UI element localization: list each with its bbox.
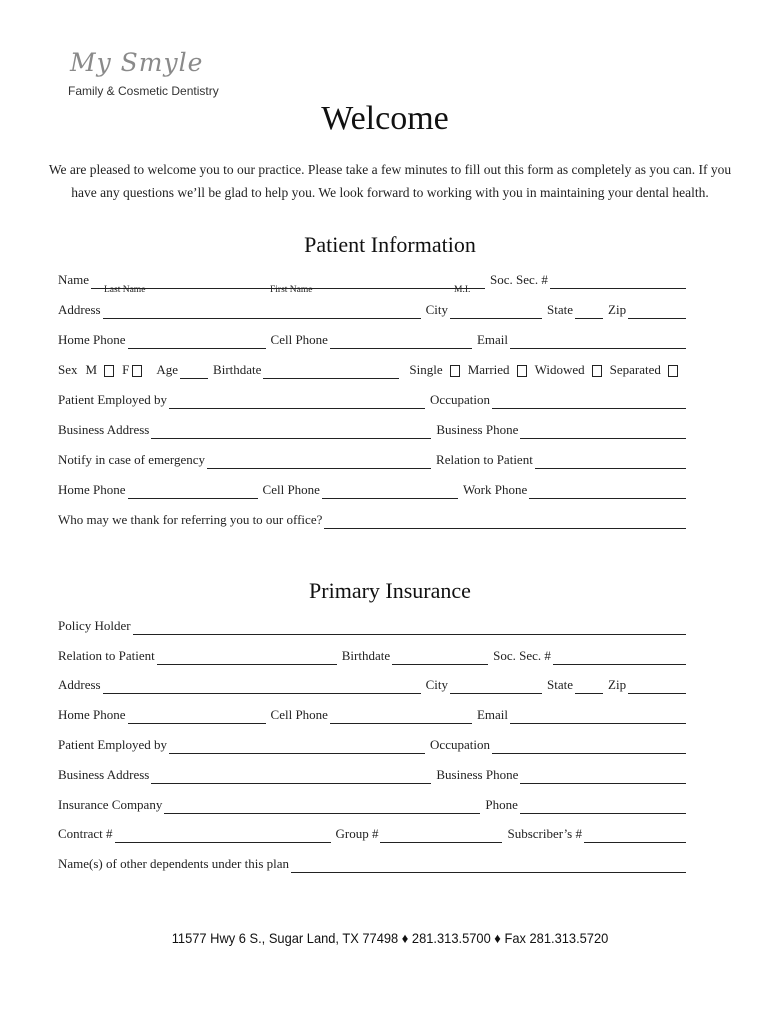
ins-zip-field[interactable]: [628, 679, 686, 694]
business-address-label: Business Address: [58, 422, 150, 437]
city-field[interactable]: [450, 304, 542, 319]
emergency-cell-phone-label: Cell Phone: [262, 482, 320, 497]
separated-checkbox[interactable]: [668, 365, 678, 377]
birthdate-field[interactable]: [263, 364, 399, 379]
ins-address-field[interactable]: [103, 679, 421, 694]
footer-contact: 11577 Hwy 6 S., Sugar Land, TX 77498 ♦ 281.313.5700 ♦ Fax 281.313.5720: [171, 930, 609, 946]
ins-zip-label: Zip: [608, 677, 627, 692]
ins-birthdate-label: Birthdate: [341, 648, 391, 663]
mi-caption: M.I.: [454, 285, 471, 295]
business-phone-label: Business Phone: [436, 422, 519, 437]
subscriber-label: Subscriber’s #: [507, 826, 582, 841]
email-label: Email: [476, 332, 508, 347]
name-row: [58, 271, 686, 289]
logo-subtitle: Family & Cosmetic Dentistry: [68, 84, 219, 98]
zip-label: Zip: [608, 302, 627, 317]
emergency-row: [58, 451, 686, 469]
sex-label: Sex: [58, 362, 78, 377]
name-label: Name: [58, 272, 90, 287]
married-label: Married: [467, 362, 510, 377]
emergency-cell-phone-field[interactable]: [322, 484, 458, 499]
home-phone-label: Home Phone: [58, 332, 126, 347]
employment-row: [58, 391, 686, 409]
occupation-field[interactable]: [492, 394, 686, 409]
group-label: Group #: [335, 826, 379, 841]
business-address-field[interactable]: [151, 424, 431, 439]
ssn-field[interactable]: [550, 274, 686, 289]
ins-email-label: Email: [476, 707, 508, 722]
ins-occupation-field[interactable]: [492, 739, 686, 754]
email-field[interactable]: [510, 334, 686, 349]
age-label: Age: [156, 362, 179, 377]
address-row: [58, 301, 686, 319]
ins-birthdate-field[interactable]: [392, 650, 488, 665]
ins-state-label: State: [547, 677, 574, 692]
ins-email-field[interactable]: [510, 709, 686, 724]
referral-label: Who may we thank for referring you to our office?: [58, 512, 323, 527]
notify-field[interactable]: [207, 454, 431, 469]
ins-relation-label: Relation to Patient: [58, 648, 155, 663]
cell-phone-field[interactable]: [330, 334, 472, 349]
male-checkbox[interactable]: [104, 365, 114, 377]
logo-script-text: My Smyle: [70, 48, 204, 77]
intro-paragraph: We are pleased to welcome you to our practice. Please take a few minutes to fill out this form as completely as you can. If you have any questions we’ll be glad to help you. We look forward to working with you in maintaining your dental health.: [48, 162, 732, 200]
insured-relation-row: [58, 647, 686, 665]
ins-business-address-field[interactable]: [151, 769, 431, 784]
ins-occupation-label: Occupation: [430, 737, 490, 752]
contract-row: [58, 825, 686, 843]
page-title: Welcome: [321, 100, 449, 137]
patient-information-heading: Patient Information: [304, 232, 476, 257]
work-phone-label: Work Phone: [462, 482, 528, 497]
ins-phone-row: [58, 706, 686, 724]
address-label: Address: [58, 302, 101, 317]
referral-row: [58, 511, 686, 529]
city-label: City: [425, 302, 449, 317]
first-name-caption: First Name: [270, 285, 313, 295]
relation-label: Relation to Patient: [436, 452, 533, 467]
ins-business-phone-label: Business Phone: [436, 767, 519, 782]
phone-row: [58, 331, 686, 349]
business-row: [58, 421, 686, 439]
practice-logo: [62, 48, 222, 100]
referral-field[interactable]: [324, 514, 686, 529]
insurance-company-label: Insurance Company: [58, 797, 163, 812]
single-checkbox[interactable]: [450, 365, 460, 377]
ins-home-phone-field[interactable]: [128, 709, 266, 724]
ins-city-label: City: [425, 677, 449, 692]
ins-state-field[interactable]: [575, 679, 603, 694]
business-phone-field[interactable]: [520, 424, 686, 439]
occupation-label: Occupation: [430, 392, 490, 407]
group-field[interactable]: [380, 828, 502, 843]
primary-insurance-heading: Primary Insurance: [309, 578, 471, 603]
ssn-label: Soc. Sec. #: [490, 272, 548, 287]
insurance-phone-field[interactable]: [520, 799, 686, 814]
single-label: Single: [409, 362, 443, 377]
emergency-home-phone-label: Home Phone: [58, 482, 126, 497]
cell-phone-label: Cell Phone: [270, 332, 328, 347]
ins-cell-phone-label: Cell Phone: [270, 707, 328, 722]
ins-business-row: [58, 766, 686, 784]
ins-ssn-field[interactable]: [553, 650, 686, 665]
last-name-caption: Last Name: [104, 285, 146, 295]
widowed-checkbox[interactable]: [592, 365, 602, 377]
work-phone-field[interactable]: [529, 484, 686, 499]
home-phone-field[interactable]: [128, 334, 266, 349]
birthdate-label: Birthdate: [213, 362, 262, 377]
emergency-home-phone-field[interactable]: [128, 484, 258, 499]
ins-address-label: Address: [58, 677, 101, 692]
ins-city-field[interactable]: [450, 679, 542, 694]
male-label: M: [85, 362, 98, 377]
married-checkbox[interactable]: [517, 365, 527, 377]
ins-employed-by-field[interactable]: [169, 739, 425, 754]
insurance-company-row: [58, 796, 686, 814]
dependents-row: [58, 855, 686, 873]
ins-employed-by-label: Patient Employed by: [58, 737, 168, 752]
insurance-phone-label: Phone: [485, 797, 518, 812]
dependents-field[interactable]: [291, 858, 686, 873]
female-label: F: [122, 362, 130, 377]
policy-holder-label: Policy Holder: [58, 618, 131, 633]
ins-address-row: [58, 676, 686, 694]
emergency-phone-row: [58, 481, 686, 499]
dependents-label: Name(s) of other dependents under this plan: [58, 856, 290, 871]
state-field[interactable]: [575, 304, 603, 319]
employed-by-label: Patient Employed by: [58, 392, 168, 407]
age-field[interactable]: [180, 364, 208, 379]
separated-label: Separated: [609, 362, 661, 377]
widowed-label: Widowed: [534, 362, 585, 377]
female-checkbox[interactable]: [132, 365, 142, 377]
ins-relation-field[interactable]: [157, 650, 337, 665]
ins-ssn-label: Soc. Sec. #: [493, 648, 551, 663]
contract-field[interactable]: [115, 828, 331, 843]
ins-business-address-label: Business Address: [58, 767, 150, 782]
ins-employment-row: [58, 736, 686, 754]
ins-home-phone-label: Home Phone: [58, 707, 126, 722]
employed-by-field[interactable]: [169, 394, 425, 409]
relation-field[interactable]: [535, 454, 686, 469]
insurance-company-field[interactable]: [164, 799, 480, 814]
notify-label: Notify in case of emergency: [58, 452, 206, 467]
state-label: State: [547, 302, 574, 317]
address-field[interactable]: [103, 304, 421, 319]
ins-cell-phone-field[interactable]: [330, 709, 472, 724]
subscriber-field[interactable]: [584, 828, 686, 843]
policy-holder-field[interactable]: [133, 620, 686, 635]
policy-holder-row: [58, 617, 686, 635]
ins-business-phone-field[interactable]: [520, 769, 686, 784]
demographics-row: [58, 361, 686, 379]
contract-label: Contract #: [58, 826, 113, 841]
zip-field[interactable]: [628, 304, 686, 319]
